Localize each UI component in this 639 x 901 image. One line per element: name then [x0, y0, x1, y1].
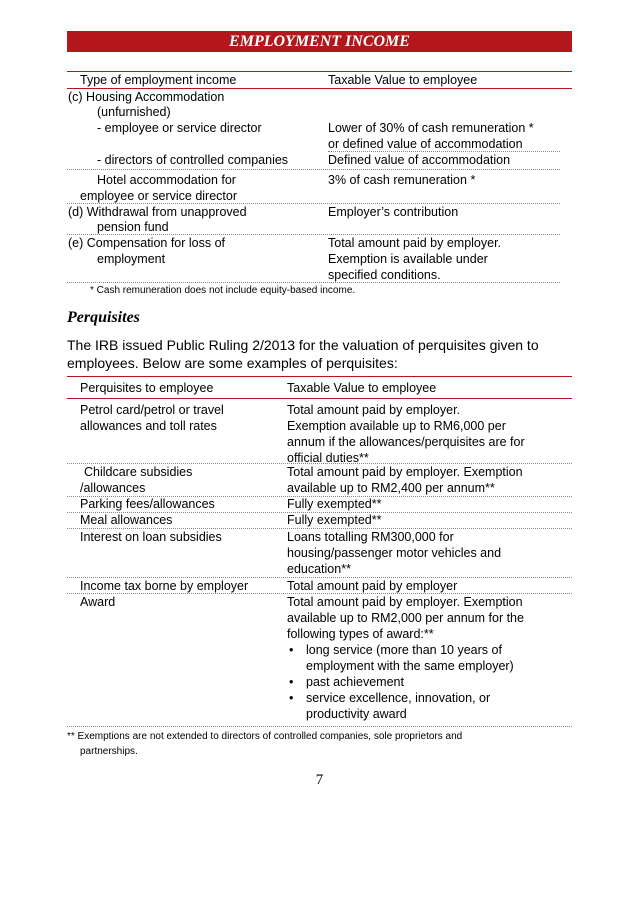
table1-row-e-value-3: specified conditions. [328, 268, 441, 282]
table1-row-hotel-value: 3% of cash remuneration * [328, 173, 476, 187]
table2-row-award-value-1: Total amount paid by employer. Exemption [287, 595, 523, 609]
table2-row-petrol-value-1: Total amount paid by employer. [287, 403, 461, 417]
table1-row-c1-value-1: Lower of 30% of cash remuneration * [328, 121, 534, 135]
table2-row-child-type-1: Childcare subsidies [84, 465, 193, 479]
table2-row-loan-value-3: education** [287, 562, 351, 576]
table2-row-meal-value: Fully exempted** [287, 513, 382, 527]
table2-row-tax-value: Total amount paid by employer [287, 579, 458, 593]
table2-row-petrol-type-1: Petrol card/petrol or travel [80, 403, 224, 417]
table2-award-bullet-1: long service (more than 10 years of employment with the same employer) [306, 643, 514, 673]
table2-row-parking-value: Fully exempted** [287, 497, 382, 511]
table2-award-bullet-2: past achievement [306, 675, 404, 689]
page-number: 7 [315, 772, 324, 788]
table2-row-child-value-2: available up to RM2,400 per annum** [287, 481, 495, 495]
table1-row-e-value-1: Total amount paid by employer. [328, 236, 502, 250]
table1-row-e-value-2: Exemption is available under [328, 252, 488, 266]
table1-row-d-type-1: (d) Withdrawal from unapproved [68, 205, 247, 219]
table2-row-meal-type: Meal allowances [80, 513, 173, 527]
bullet-icon: • [289, 691, 294, 705]
table2-row-child-type-2: /allowances [80, 481, 146, 495]
row-divider [67, 169, 560, 170]
table2-row-petrol-value-2: Exemption available up to RM6,000 per [287, 419, 506, 433]
table2-award-bullet-3: service excellence, innovation, or productivity award [306, 691, 491, 721]
table1-footnote: * Cash remuneration does not include equity-based income. [90, 285, 356, 296]
table2-row-child-value-1: Total amount paid by employer. Exemption [287, 465, 523, 479]
table1-row-hotel-type-2: employee or service director [80, 189, 238, 203]
table2-row-loan-type: Interest on loan subsidies [80, 530, 222, 544]
section-heading: Perquisites [67, 309, 140, 326]
table2-row-loan-value-2: housing/passenger motor vehicles and [287, 546, 502, 560]
table1-row-c2-value: Defined value of accommodation [328, 153, 511, 167]
table2-footnote-1: ** Exemptions are not extended to directors of controlled companies, sole proprietors and [67, 731, 463, 742]
bullet-icon: • [289, 643, 294, 657]
table2-header-value: Taxable Value to employee [287, 381, 437, 395]
table1-row-c-label: (c) Housing Accommodation [68, 90, 225, 104]
table1-row-e-type-1: (e) Compensation for loss of [68, 236, 226, 250]
table2-top-rule [67, 376, 572, 377]
table2-header-rule [67, 398, 572, 399]
table2-row-award-type: Award [80, 595, 116, 609]
table2-row-petrol-value-3: annum if the allowances/perquisites are for [287, 435, 525, 449]
table2-header-type: Perquisites to employee [80, 381, 214, 395]
table2-row-tax-type: Income tax borne by employer [80, 579, 249, 593]
table1-row-d-value: Employer’s contribution [328, 205, 459, 219]
table1-row-c1-type: - employee or service director [97, 121, 262, 135]
table2-row-petrol-value-4: official duties** [287, 451, 369, 465]
table1-header-value: Taxable Value to employee [328, 73, 478, 87]
row-divider [67, 726, 572, 727]
table2-row-award-value-3: following types of award:** [287, 627, 434, 641]
table2-row-award-value-2: available up to RM2,000 per annum for the [287, 611, 524, 625]
table1-row-hotel-type-1: Hotel accommodation for [97, 173, 236, 187]
table1-header-type: Type of employment income [80, 73, 237, 87]
table2-row-parking-type: Parking fees/allowances [80, 497, 215, 511]
table2-row-petrol-type-2: allowances and toll rates [80, 419, 217, 433]
table1-row-e-type-2: employment [97, 252, 166, 266]
table1-row-c-sub: (unfurnished) [97, 105, 171, 119]
page-banner-title: EMPLOYMENT INCOME [67, 31, 572, 52]
table2-footnote-2: partnerships. [80, 746, 138, 757]
section-paragraph: The IRB issued Public Ruling 2/2013 for the valuation of perquisites given to employees. Below are some examples of perquisites: [67, 337, 539, 371]
bullet-icon: • [289, 675, 294, 689]
table1-row-c2-type: - directors of controlled companies [97, 153, 289, 167]
table1-row-c1-value-2: or defined value of accommodation [328, 137, 523, 151]
table2-row-loan-value-1: Loans totalling RM300,000 for [287, 530, 454, 544]
table1-row-d-type-2: pension fund [97, 220, 169, 234]
